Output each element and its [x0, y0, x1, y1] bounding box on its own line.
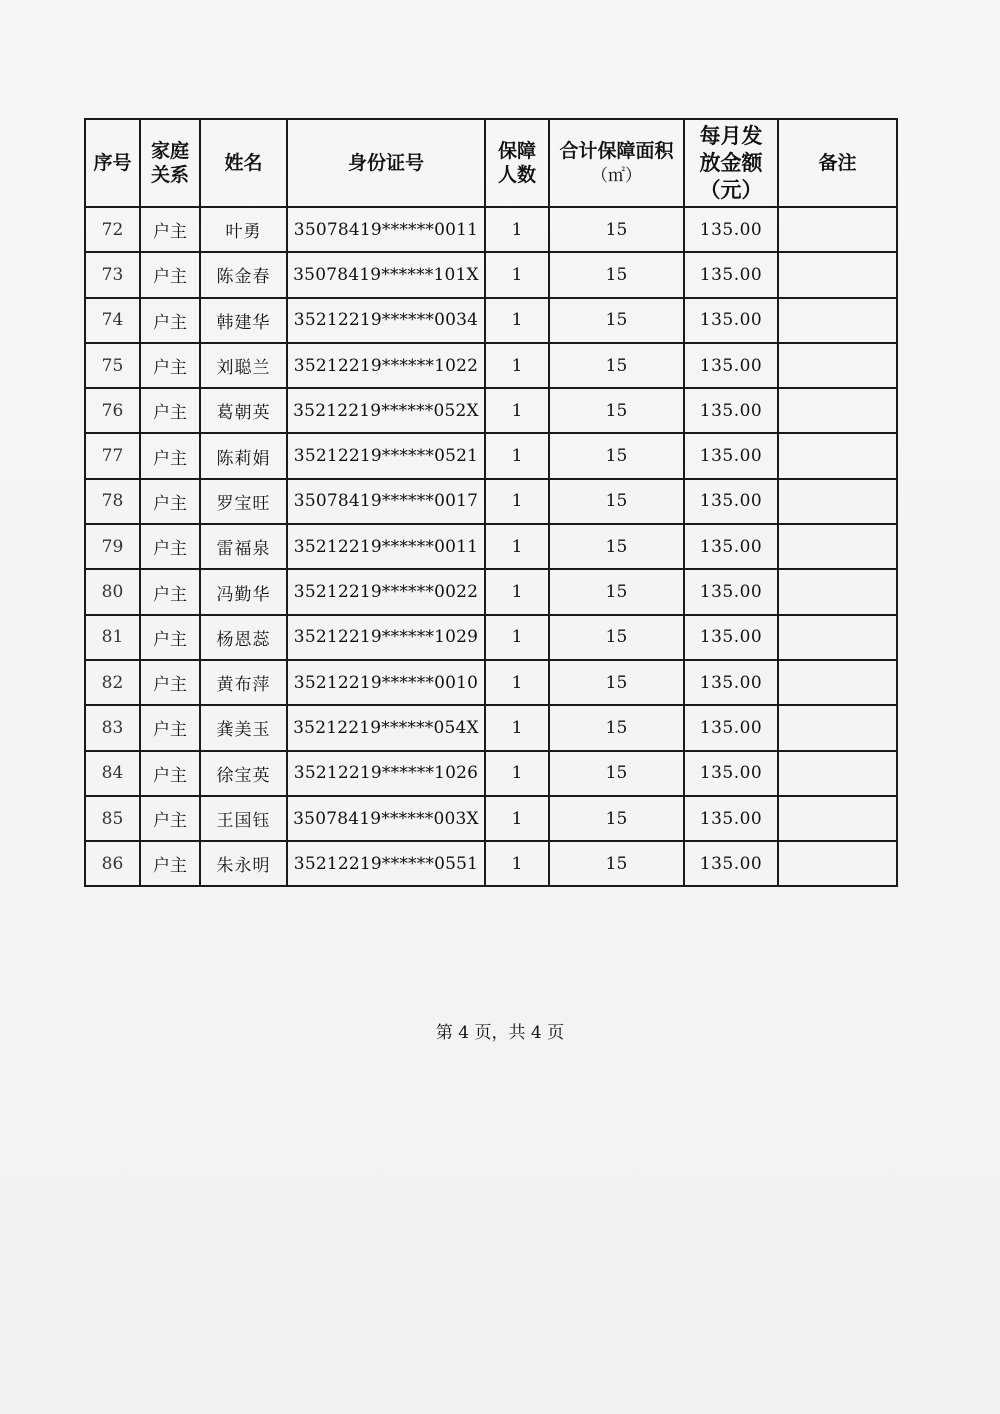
- cell-person-count: 1: [485, 433, 549, 478]
- cell-area: 15: [549, 252, 684, 297]
- cell-relation: 户主: [140, 252, 200, 297]
- cell-name: 陈金春: [200, 252, 287, 297]
- cell-relation: 户主: [140, 207, 200, 252]
- cell-monthly-amount: 135.00: [684, 660, 778, 705]
- cell-seq: 72: [85, 207, 140, 252]
- cell-name: 朱永明: [200, 841, 287, 886]
- cell-seq: 86: [85, 841, 140, 886]
- cell-relation: 户主: [140, 298, 200, 343]
- header-person-count: 保障 人数: [485, 119, 549, 207]
- subsidy-roster-table: [84, 118, 898, 887]
- cell-monthly-amount: 135.00: [684, 524, 778, 569]
- cell-area: 15: [549, 388, 684, 433]
- cell-seq: 79: [85, 524, 140, 569]
- cell-monthly-amount: 135.00: [684, 841, 778, 886]
- cell-name: 韩建华: [200, 298, 287, 343]
- cell-seq: 74: [85, 298, 140, 343]
- table-row: [85, 207, 897, 252]
- cell-seq: 81: [85, 615, 140, 660]
- cell-area: 15: [549, 343, 684, 388]
- cell-name: 罗宝旺: [200, 479, 287, 524]
- cell-area: 15: [549, 705, 684, 750]
- cell-id-number: 35212219******054X: [287, 705, 485, 750]
- cell-person-count: 1: [485, 569, 549, 614]
- cell-remark: [778, 615, 897, 660]
- table-row: [85, 433, 897, 478]
- table-row: [85, 569, 897, 614]
- cell-area: 15: [549, 615, 684, 660]
- cell-area: 15: [549, 751, 684, 796]
- cell-area: 15: [549, 660, 684, 705]
- cell-monthly-amount: 135.00: [684, 207, 778, 252]
- cell-person-count: 1: [485, 207, 549, 252]
- cell-person-count: 1: [485, 524, 549, 569]
- cell-monthly-amount: 135.00: [684, 298, 778, 343]
- cell-person-count: 1: [485, 388, 549, 433]
- page-number: 第 4 页，共 4 页: [435, 1023, 565, 1043]
- cell-remark: [778, 705, 897, 750]
- cell-relation: 户主: [140, 796, 200, 841]
- cell-remark: [778, 796, 897, 841]
- cell-person-count: 1: [485, 615, 549, 660]
- table-row: [85, 388, 897, 433]
- header-remark: 备注: [778, 119, 897, 207]
- cell-remark: [778, 524, 897, 569]
- cell-remark: [778, 660, 897, 705]
- cell-relation: 户主: [140, 615, 200, 660]
- cell-seq: 84: [85, 751, 140, 796]
- cell-remark: [778, 751, 897, 796]
- cell-name: 杨恩蕊: [200, 615, 287, 660]
- cell-relation: 户主: [140, 524, 200, 569]
- cell-monthly-amount: 135.00: [684, 433, 778, 478]
- cell-person-count: 1: [485, 479, 549, 524]
- cell-id-number: 35212219******0551: [287, 841, 485, 886]
- cell-relation: 户主: [140, 569, 200, 614]
- cell-remark: [778, 343, 897, 388]
- cell-id-number: 35078419******0011: [287, 207, 485, 252]
- cell-monthly-amount: 135.00: [684, 343, 778, 388]
- cell-seq: 77: [85, 433, 140, 478]
- cell-name: 徐宝英: [200, 751, 287, 796]
- cell-remark: [778, 569, 897, 614]
- cell-remark: [778, 252, 897, 297]
- header-seq: 序号: [85, 119, 140, 207]
- cell-seq: 82: [85, 660, 140, 705]
- cell-area: 15: [549, 207, 684, 252]
- cell-remark: [778, 388, 897, 433]
- cell-seq: 83: [85, 705, 140, 750]
- table-body: [85, 207, 897, 886]
- cell-name: 叶勇: [200, 207, 287, 252]
- cell-seq: 78: [85, 479, 140, 524]
- cell-relation: 户主: [140, 660, 200, 705]
- cell-area: 15: [549, 524, 684, 569]
- table-row: [85, 705, 897, 750]
- page-footer: [0, 1018, 1000, 1043]
- table-row: [85, 796, 897, 841]
- cell-person-count: 1: [485, 298, 549, 343]
- cell-monthly-amount: 135.00: [684, 252, 778, 297]
- cell-monthly-amount: 135.00: [684, 615, 778, 660]
- cell-seq: 76: [85, 388, 140, 433]
- cell-relation: 户主: [140, 388, 200, 433]
- table-row: [85, 615, 897, 660]
- cell-person-count: 1: [485, 343, 549, 388]
- cell-name: 葛朝英: [200, 388, 287, 433]
- cell-name: 王国钰: [200, 796, 287, 841]
- cell-person-count: 1: [485, 705, 549, 750]
- cell-monthly-amount: 135.00: [684, 479, 778, 524]
- cell-id-number: 35212219******0521: [287, 433, 485, 478]
- cell-person-count: 1: [485, 660, 549, 705]
- cell-relation: 户主: [140, 433, 200, 478]
- cell-id-number: 35212219******052X: [287, 388, 485, 433]
- header-name: 姓名: [200, 119, 287, 207]
- cell-name: 陈莉娟: [200, 433, 287, 478]
- cell-relation: 户主: [140, 705, 200, 750]
- cell-remark: [778, 298, 897, 343]
- cell-seq: 80: [85, 569, 140, 614]
- cell-relation: 户主: [140, 479, 200, 524]
- cell-area: 15: [549, 433, 684, 478]
- cell-id-number: 35212219******0010: [287, 660, 485, 705]
- cell-id-number: 35212219******1022: [287, 343, 485, 388]
- cell-area: 15: [549, 841, 684, 886]
- cell-name: 雷福泉: [200, 524, 287, 569]
- header-relation: 家庭 关系: [140, 119, 200, 207]
- header-id-number: 身份证号: [287, 119, 485, 207]
- cell-id-number: 35078419******101X: [287, 252, 485, 297]
- cell-id-number: 35212219******0011: [287, 524, 485, 569]
- cell-id-number: 35212219******0022: [287, 569, 485, 614]
- cell-person-count: 1: [485, 751, 549, 796]
- cell-name: 黄布萍: [200, 660, 287, 705]
- cell-name: 龚美玉: [200, 705, 287, 750]
- table-row: [85, 343, 897, 388]
- cell-area: 15: [549, 479, 684, 524]
- table-row: [85, 298, 897, 343]
- table-row: [85, 479, 897, 524]
- cell-remark: [778, 841, 897, 886]
- cell-name: 冯勤华: [200, 569, 287, 614]
- cell-area: 15: [549, 298, 684, 343]
- cell-remark: [778, 207, 897, 252]
- cell-id-number: 35078419******003X: [287, 796, 485, 841]
- table-row: [85, 524, 897, 569]
- header-monthly-amount: 每月发 放金额 （元）: [684, 119, 778, 207]
- table-row: [85, 841, 897, 886]
- cell-seq: 75: [85, 343, 140, 388]
- table-row: [85, 660, 897, 705]
- table-row: [85, 751, 897, 796]
- cell-monthly-amount: 135.00: [684, 751, 778, 796]
- cell-person-count: 1: [485, 796, 549, 841]
- cell-id-number: 35212219******0034: [287, 298, 485, 343]
- cell-area: 15: [549, 796, 684, 841]
- cell-monthly-amount: 135.00: [684, 388, 778, 433]
- cell-person-count: 1: [485, 252, 549, 297]
- header-area: 合计保障面积 （㎡）: [549, 119, 684, 207]
- cell-remark: [778, 479, 897, 524]
- cell-name: 刘聪兰: [200, 343, 287, 388]
- cell-monthly-amount: 135.00: [684, 705, 778, 750]
- cell-relation: 户主: [140, 841, 200, 886]
- cell-relation: 户主: [140, 343, 200, 388]
- cell-area: 15: [549, 569, 684, 614]
- cell-relation: 户主: [140, 751, 200, 796]
- cell-id-number: 35212219******1026: [287, 751, 485, 796]
- cell-id-number: 35078419******0017: [287, 479, 485, 524]
- cell-seq: 73: [85, 252, 140, 297]
- table-header-row: [85, 119, 897, 207]
- cell-seq: 85: [85, 796, 140, 841]
- cell-id-number: 35212219******1029: [287, 615, 485, 660]
- table-row: [85, 252, 897, 297]
- cell-person-count: 1: [485, 841, 549, 886]
- cell-remark: [778, 433, 897, 478]
- cell-monthly-amount: 135.00: [684, 569, 778, 614]
- cell-monthly-amount: 135.00: [684, 796, 778, 841]
